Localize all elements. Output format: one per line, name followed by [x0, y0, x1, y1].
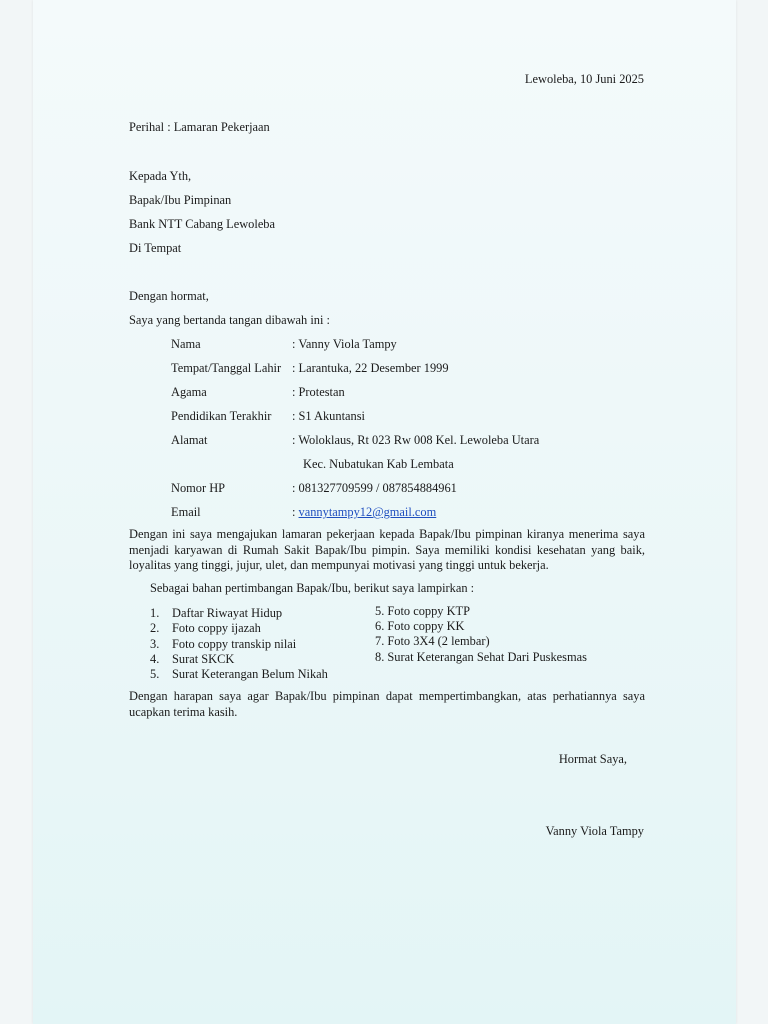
place-date: Lewoleba, 10 Juni 2025 [524, 72, 644, 86]
list-item: 4. Surat SKCK [150, 652, 235, 666]
religion-value: : Protestan [292, 385, 345, 399]
birth-label: Tempat/Tanggal Lahir [171, 361, 282, 375]
list-item: 6. Foto coppy KK [375, 619, 465, 633]
address-value-line-1: : Woloklaus, Rt 023 Rw 008 Kel. Lewoleba Utara [292, 433, 540, 447]
intro-line: Saya yang bertanda tangan dibawah ini : [129, 313, 330, 327]
greeting: Dengan hormat, [129, 289, 209, 303]
name-value: : Vanny Viola Tampy [292, 337, 397, 351]
list-item: 5. Foto coppy KTP [375, 604, 470, 618]
address-value-line-2: Kec. Nubatukan Kab Lembata [303, 457, 454, 471]
recipient-line-4: Di Tempat [129, 241, 182, 255]
recipient-line-1: Kepada Yth, [129, 169, 192, 183]
education-value: : S1 Akuntansi [292, 409, 365, 423]
address-label: Alamat [171, 433, 208, 447]
list-item: 8. Surat Keterangan Sehat Dari Puskesmas [375, 650, 587, 664]
list-item: 1. Daftar Riwayat Hidup [150, 606, 283, 620]
phone-label: Nomor HP [171, 481, 226, 495]
closing-paragraph: Dengan harapan saya agar Bapak/Ibu pimpinan dapat mempertimbangkan, atas perhatiannya saya ucapkan terima kasih. [129, 689, 645, 719]
email-link[interactable]: vannytampy12@gmail.com [298, 505, 437, 519]
name-label: Nama [171, 337, 201, 351]
subject-line: Perihal : Lamaran Pekerjaan [129, 120, 270, 134]
letter-page [33, 0, 736, 1024]
recipient-line-3: Bank NTT Cabang Lewoleba [129, 217, 276, 231]
body-paragraph: Dengan ini saya mengajukan lamaran pekerjaan kepada Bapak/Ibu pimpinan kiranya menerima saya menjadi karyawan di Rumah Sakit Bapak/Ibu pimpin. Saya memiliki kondisi kesehatan yang baik, loyalitas yang tinggi, jujur, ulet, dan mempunyai motivasi yang tinggi untuk bekerja. [129, 527, 645, 572]
email-label: Email [171, 505, 201, 519]
closing-salutation: Hormat Saya, [558, 752, 627, 766]
attachments-intro: Sebagai bahan pertimbangan Bapak/Ibu, berikut saya lampirkan : [150, 581, 475, 595]
list-item: 5. Surat Keterangan Belum Nikah [150, 667, 328, 681]
email-colon: : [292, 505, 299, 519]
religion-label: Agama [171, 385, 207, 399]
education-label: Pendidikan Terakhir [171, 409, 272, 423]
recipient-line-2: Bapak/Ibu Pimpinan [129, 193, 232, 207]
birth-value: : Larantuka, 22 Desember 1999 [292, 361, 449, 375]
list-item: 2. Foto coppy ijazah [150, 621, 261, 635]
signature-name: Vanny Viola Tampy [545, 824, 644, 838]
email-row [292, 505, 436, 520]
phone-value: : 081327709599 / 087854884961 [292, 481, 457, 495]
list-item: 3. Foto coppy transkip nilai [150, 637, 297, 651]
list-item: 7. Foto 3X4 (2 lembar) [375, 634, 490, 648]
